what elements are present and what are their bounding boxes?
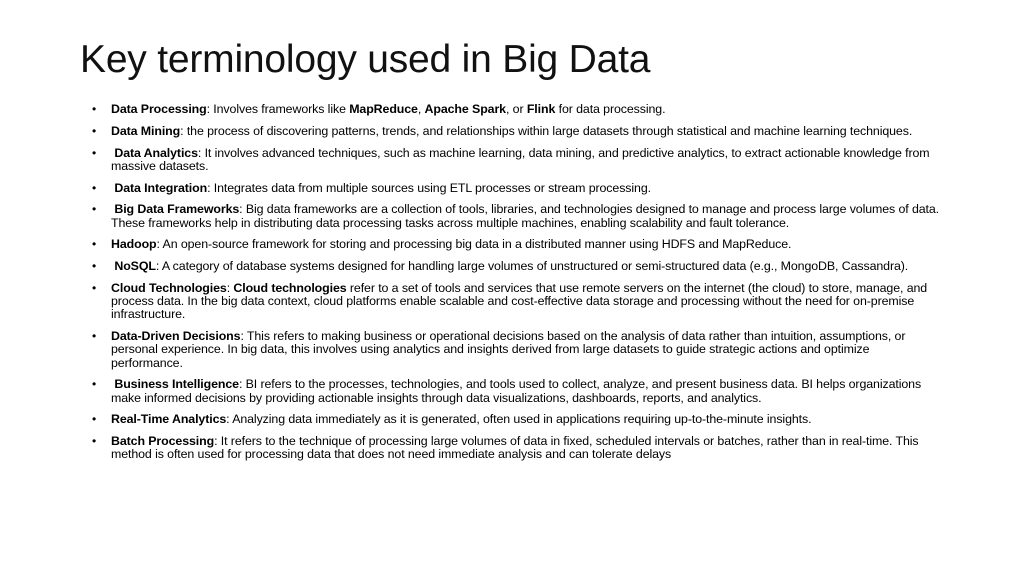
- terminology-list: [92, 103, 942, 470]
- item-term: Cloud Technologies: [111, 280, 227, 295]
- item-separator: :: [207, 180, 214, 195]
- item-separator: :: [206, 102, 214, 116]
- item-separator: :: [238, 377, 246, 392]
- item-separator: :: [240, 329, 247, 344]
- item-term: Data Mining: [111, 123, 181, 138]
- item-separator: :: [239, 202, 246, 217]
- item-separator: :: [156, 237, 163, 252]
- list-item: [92, 282, 942, 322]
- item-term: Data Analytics: [114, 145, 198, 160]
- item-text: It refers to the technique of processing large volumes of data in fixed, scheduled intervals or batches, rather than in real-time. This method is often used for processing data that does not need immediate analysis and can tolerate delays: [111, 434, 919, 462]
- bullet-dot: •: [92, 145, 97, 160]
- item-term: Data-Driven Decisions: [111, 329, 241, 344]
- list-item: [92, 182, 942, 195]
- bullet-dot: •: [92, 237, 97, 252]
- item-text: This refers to making business or operational decisions based on the analysis of data rather than intuition, assumptions, or personal experience. In big data, this involves using analytics and insights derived from large datasets to guide strategic actions and optimize performance.: [111, 329, 906, 370]
- bullet-dot: •: [92, 280, 97, 295]
- slide-title: Key terminology used in Big Data: [80, 38, 651, 81]
- item-text: refer to a set of tools and services that use remote servers on the internet (the cloud) to store, manage, and process data. In the big data context, cloud platforms enable scalable and cost-effective data storage and processing without the need for on-premise infrastructure.: [111, 280, 928, 322]
- item-separator: :: [180, 123, 187, 138]
- bullet-dot: •: [92, 259, 97, 274]
- item-separator: :: [197, 145, 205, 160]
- item-bold-text: Cloud technologies: [233, 280, 347, 295]
- item-term: Business Intelligence: [114, 377, 239, 392]
- list-item: [92, 435, 942, 461]
- item-bold-text: Flink: [526, 102, 556, 116]
- bullet-dot: •: [92, 412, 97, 427]
- list-item: [92, 413, 942, 426]
- list-item: [92, 147, 942, 173]
- item-separator: :: [226, 280, 234, 295]
- item-bold-text: MapReduce: [349, 102, 418, 116]
- item-term: Hadoop: [111, 237, 157, 252]
- item-term: Data Processing: [111, 102, 207, 116]
- list-item: [92, 378, 942, 404]
- item-text: Involves frameworks like: [213, 102, 350, 116]
- item-text: A category of database systems designed for handling large volumes of unstructured or semi-structured data (e.g., MongoDB, Cassandra).: [161, 259, 909, 274]
- item-separator: :: [214, 434, 221, 449]
- bullet-dot: •: [92, 377, 97, 392]
- list-item: [92, 203, 942, 229]
- item-separator: :: [155, 259, 162, 274]
- item-term: Data Integration: [114, 180, 208, 195]
- list-item: [92, 330, 942, 370]
- item-text: for data processing.: [555, 102, 666, 116]
- item-separator: :: [226, 412, 233, 427]
- item-text: the process of discovering patterns, trends, and relationships within large datasets through statistical and machine learning techniques.: [186, 123, 913, 138]
- item-text: It involves advanced techniques, such as machine learning, data mining, and predictive analytics, to extract actionable knowledge from massive datasets.: [111, 145, 930, 173]
- bullet-dot: •: [92, 329, 97, 344]
- item-text: ,: [417, 102, 425, 116]
- item-text: , or: [505, 102, 527, 116]
- item-text: Analyzing data immediately as it is generated, often used in applications requiring up-to-the-minute insights.: [232, 412, 812, 427]
- bullet-dot: •: [92, 202, 97, 217]
- list-item: [92, 125, 942, 138]
- bullet-dot: •: [92, 123, 97, 138]
- bullet-dot: •: [92, 180, 97, 195]
- bullet-dot: •: [92, 434, 97, 449]
- list-item: [92, 103, 942, 116]
- item-text: Integrates data from multiple sources using ETL processes or stream processing.: [213, 180, 651, 195]
- item-term: Big Data Frameworks: [114, 202, 240, 217]
- item-text: Big data frameworks are a collection of tools, libraries, and technologies designed to manage and process large volumes of data. These frameworks help in distributing data processing tasks across multiple machines, enabling scalability and fault tolerance.: [111, 202, 940, 230]
- item-term: Real-Time Analytics: [111, 412, 227, 427]
- item-text: An open-source framework for storing and processing big data in a distributed manner using HDFS and MapReduce.: [162, 237, 792, 252]
- item-text: BI refers to the processes, technologies, and tools used to collect, analyze, and present business data. BI helps organizations make informed decisions by providing actionable insights through data visualizations, dashboards, reports, and analytics.: [111, 377, 922, 405]
- bullet-dot: •: [92, 102, 97, 116]
- item-term: NoSQL: [114, 259, 156, 274]
- list-item: [92, 260, 942, 273]
- list-item: [92, 238, 942, 251]
- item-bold-text: Apache Spark: [424, 102, 506, 116]
- item-term: Batch Processing: [111, 434, 215, 449]
